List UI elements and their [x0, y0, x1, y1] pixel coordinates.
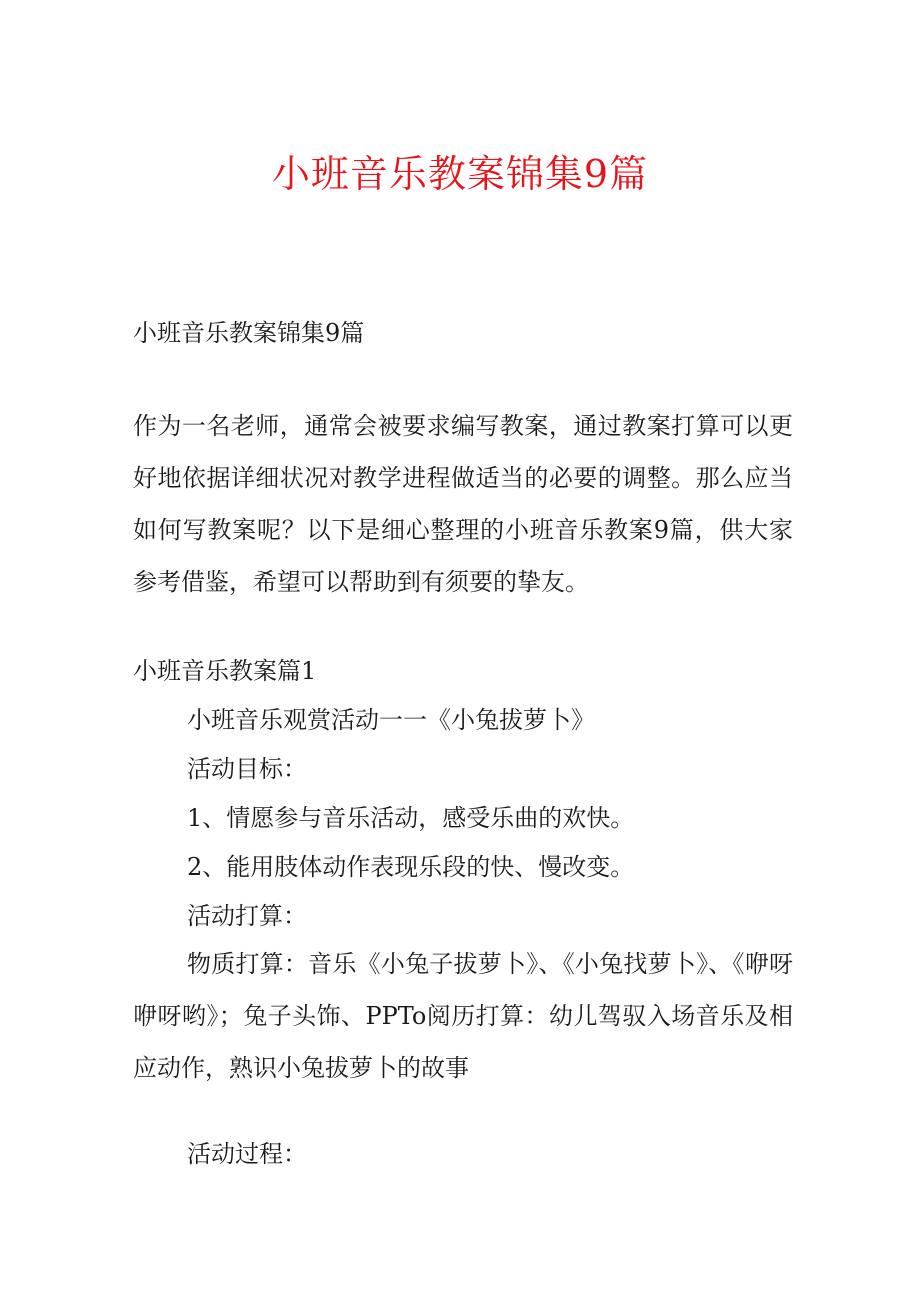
- goals-label: 活动目标：: [187, 755, 307, 783]
- goal-item-2: 2、能用肢体动作表现乐段的快、慢改变。: [187, 853, 635, 881]
- section-heading: 小班音乐教案篇1: [133, 657, 317, 685]
- intro-paragraph: 作为一名老师，通常会被要求编写教案，通过教案打算可以更好地依据详细状况对教学进程做适当的必要的调整。那么应当如何写教案呢？以下是细心整理的小班音乐教案9篇，供大家参考借鉴，希望可以帮助到有须要的挚友。: [133, 412, 793, 596]
- document-subtitle: 小班音乐教案锦集9篇: [133, 319, 365, 347]
- document-title: 小班音乐教案锦集9篇: [271, 152, 649, 196]
- goal-item-1: 1、情愿参与音乐活动，感受乐曲的欢快。: [187, 804, 635, 832]
- prep-paragraph: 物质打算：音乐《小兔子拔萝卜》、《小兔找萝卜》、《咿呀咿呀哟》；兔子头饰、PPTo阅历打算：幼儿驾驭入场音乐及相应动作，熟识小兔拔萝卜的故事: [133, 950, 793, 1082]
- activity-name: 小班音乐观赏活动一一《小兔拔萝卜》: [187, 706, 595, 734]
- prep-label: 活动打算：: [187, 902, 307, 930]
- process-label: 活动过程：: [187, 1140, 307, 1168]
